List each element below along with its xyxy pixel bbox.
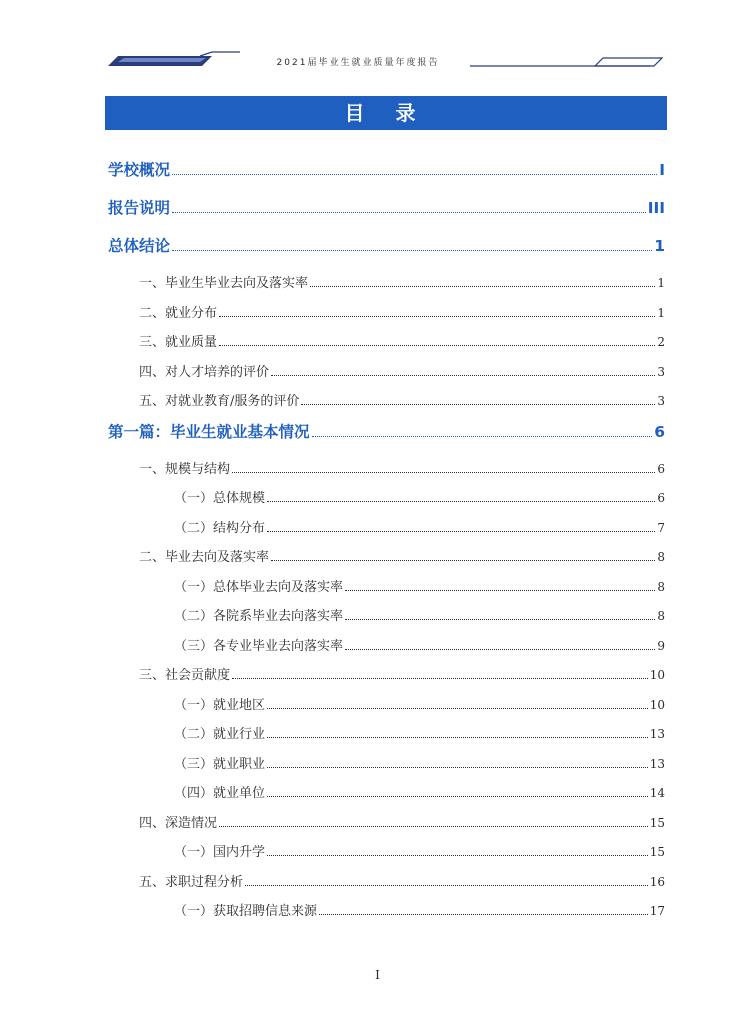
toc-entry-page: 2 (657, 335, 665, 349)
toc-entry-page: 1 (657, 276, 665, 290)
toc-entry-label: （一）总体毕业去向及落实率 (174, 579, 344, 595)
toc-entry-page: 15 (649, 815, 665, 830)
toc-entry-page: I (659, 161, 665, 179)
toc-entry-page: 3 (657, 394, 665, 408)
toc-entry-page: 10 (649, 668, 665, 682)
toc-leader-dots (267, 726, 648, 738)
toc-entry[interactable] (108, 418, 665, 456)
toc-entry-label: 总体结论 (108, 237, 171, 255)
toc-entry-label: 三、社会贡献度 (139, 668, 231, 683)
toc-entry-page: 13 (649, 756, 665, 771)
toc-leader-dots (232, 460, 655, 472)
toc-entry[interactable] (108, 662, 665, 692)
header-decoration (0, 0, 755, 80)
toc-entry[interactable] (108, 156, 665, 194)
toc-entry[interactable] (108, 485, 665, 515)
toc-entry-page: 14 (649, 786, 665, 800)
toc-leader-dots (271, 363, 655, 375)
toc-entry[interactable] (108, 692, 665, 722)
toc-entry[interactable] (108, 388, 665, 418)
toc-entry[interactable] (108, 810, 665, 840)
toc-leader-dots (267, 696, 648, 708)
toc-entry-page: 15 (649, 845, 665, 859)
page-header (0, 0, 755, 80)
toc-entry-label: （二）各院系毕业去向落实率 (174, 609, 344, 624)
toc-entry-page: 1 (657, 305, 665, 320)
page-number: I (375, 968, 380, 982)
toc-entry-page: 6 (654, 422, 665, 441)
toc-leader-dots (219, 814, 648, 826)
toc-leader-dots (310, 275, 655, 287)
toc-entry[interactable] (108, 574, 665, 604)
toc-entry[interactable] (108, 780, 665, 810)
toc-entry-page: 10 (649, 697, 665, 712)
toc-entry-label: 四、深造情况 (139, 815, 218, 831)
toc-entry[interactable] (108, 270, 665, 300)
toc-entry-label: （一）就业地区 (174, 697, 266, 713)
toc-leader-dots (267, 755, 648, 767)
toc-entry[interactable] (108, 603, 665, 633)
toc-entry-label: （一）国内升学 (174, 845, 266, 860)
toc-entry[interactable] (108, 898, 665, 928)
toc-entry-page: 1 (654, 237, 665, 255)
toc-entry-label: （一）总体规模 (174, 491, 266, 506)
toc-entry-page: 3 (657, 364, 665, 379)
toc-entry[interactable] (108, 232, 665, 270)
toc-leader-dots (172, 199, 646, 213)
toc-entry-label: 三、就业质量 (139, 335, 218, 350)
toc-entry-page: 13 (649, 727, 665, 741)
toc-entry-label: （一）获取招聘信息来源 (174, 904, 318, 919)
toc-leader-dots (267, 785, 648, 797)
toc-leader-dots (245, 873, 648, 885)
toc-entry-page: 7 (657, 520, 665, 535)
toc-entry-label: （二）结构分布 (174, 520, 266, 536)
toc-leader-dots (172, 237, 652, 251)
toc-entry[interactable] (108, 633, 665, 663)
table-of-contents (108, 156, 665, 928)
toc-entry-label: 一、毕业生毕业去向及落实率 (139, 276, 309, 291)
toc-leader-dots (312, 422, 653, 436)
toc-entry-page: 6 (657, 491, 665, 505)
toc-entry[interactable] (108, 544, 665, 574)
toc-entry-label: 二、就业分布 (139, 305, 218, 321)
toc-leader-dots (267, 519, 655, 531)
toc-entry-page: 17 (649, 904, 665, 918)
toc-leader-dots (345, 608, 655, 620)
toc-entry-label: 五、对就业教育/服务的评价 (139, 394, 300, 409)
toc-leader-dots (172, 161, 657, 175)
toc-entry-label: （三）各专业毕业去向落实率 (174, 638, 344, 654)
toc-entry-label: （三）就业职业 (174, 756, 266, 772)
toc-entry[interactable] (108, 839, 665, 869)
toc-entry[interactable] (108, 751, 665, 781)
toc-entry[interactable] (108, 869, 665, 899)
toc-entry-page: 6 (657, 461, 665, 476)
toc-entry-label: 二、毕业去向及落实率 (139, 550, 270, 565)
toc-leader-dots (219, 304, 655, 316)
toc-leader-dots (267, 490, 655, 502)
toc-entry-label: （二）就业行业 (174, 727, 266, 742)
toc-entry[interactable] (108, 359, 665, 389)
toc-title-banner: 目 录 (105, 96, 667, 130)
toc-entry-page: 8 (657, 550, 665, 564)
toc-entry-label: 学校概况 (108, 161, 171, 179)
toc-entry[interactable] (108, 300, 665, 330)
toc-entry-label: （四）就业单位 (174, 786, 266, 801)
toc-entry-label: 一、规模与结构 (139, 461, 231, 477)
toc-leader-dots (232, 667, 648, 679)
toc-entry-page: 16 (649, 874, 665, 889)
toc-leader-dots (345, 637, 655, 649)
toc-entry[interactable] (108, 329, 665, 359)
toc-leader-dots (301, 393, 655, 405)
toc-entry[interactable] (108, 456, 665, 486)
toc-entry-page: 8 (657, 579, 665, 594)
toc-entry-page: III (647, 199, 665, 217)
toc-leader-dots (271, 549, 655, 561)
toc-leader-dots (267, 844, 648, 856)
toc-entry[interactable] (108, 515, 665, 545)
toc-leader-dots (345, 578, 655, 590)
toc-entry-page: 8 (657, 609, 665, 623)
header-title: 2021届毕业生就业质量年度报告 (276, 58, 440, 68)
toc-entry-label: 五、求职过程分析 (139, 874, 244, 890)
toc-entry-label: 四、对人才培养的评价 (139, 364, 270, 380)
toc-entry-label: 报告说明 (108, 199, 171, 217)
toc-entry-page: 9 (657, 638, 665, 653)
toc-entry[interactable] (108, 194, 665, 232)
toc-entry[interactable] (108, 721, 665, 751)
toc-leader-dots (219, 334, 655, 346)
toc-leader-dots (319, 903, 648, 915)
toc-entry-label: 第一篇：毕业生就业基本情况 (108, 422, 310, 441)
